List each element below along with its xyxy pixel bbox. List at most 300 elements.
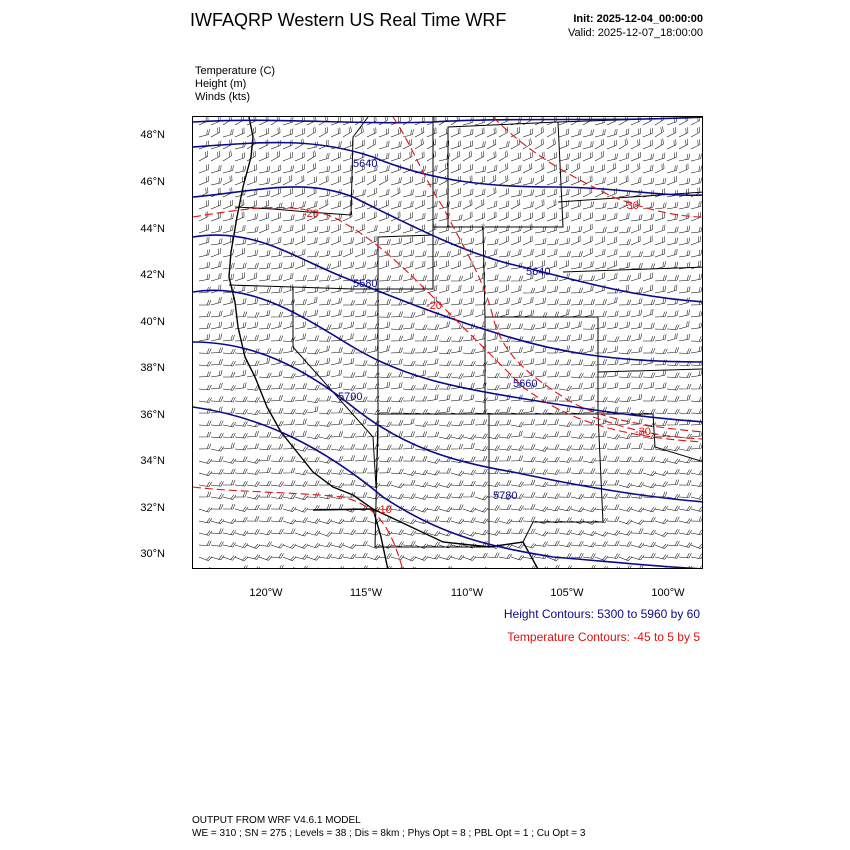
wind-barb <box>415 348 427 353</box>
wind-barb <box>559 456 572 463</box>
wind-barb <box>570 226 583 233</box>
wind-barb <box>485 212 498 221</box>
wind-barb <box>414 309 427 317</box>
wind-barb <box>438 153 451 161</box>
wind-barb <box>701 176 703 185</box>
wind-barb <box>533 199 546 209</box>
wind-barb <box>329 176 342 185</box>
wind-barb <box>223 396 235 402</box>
wind-barb <box>594 177 607 185</box>
lat-label: 46°N <box>140 176 165 188</box>
wind-barb <box>475 516 488 524</box>
wind-barb <box>606 129 619 137</box>
wind-barb <box>594 322 607 329</box>
wind-barb <box>342 237 355 245</box>
wind-barb <box>691 360 703 366</box>
wind-barb <box>607 540 619 546</box>
wind-barb <box>607 468 619 474</box>
temperature-contour-legend: Temperature Contours: -45 to 5 by 5 <box>507 630 700 644</box>
wind-barb <box>594 335 607 341</box>
wind-barb <box>199 360 212 366</box>
wind-barb <box>474 237 487 245</box>
wind-barb <box>570 321 583 329</box>
wind-barb <box>271 504 283 509</box>
wind-barb <box>667 347 679 353</box>
wind-barb <box>678 213 691 221</box>
wind-barb <box>281 188 294 197</box>
wind-barb <box>547 444 559 449</box>
wind-barb <box>691 336 703 341</box>
wind-barb <box>630 334 643 341</box>
height-label: 5640 <box>353 158 378 170</box>
wind-barb <box>271 348 283 353</box>
wind-barb <box>283 552 296 561</box>
wind-barb <box>413 127 426 137</box>
wind-barb <box>547 372 559 377</box>
wind-barb <box>331 444 344 451</box>
wind-barb <box>642 165 655 173</box>
wind-barb <box>365 212 378 221</box>
wind-barb <box>437 260 450 269</box>
wind-barb <box>246 322 259 329</box>
wind-barb <box>390 177 403 185</box>
wind-barb <box>353 224 366 233</box>
wind-barb <box>271 540 284 548</box>
wind-barb <box>557 129 570 137</box>
temp-label: -30 <box>635 426 651 438</box>
wind-barb <box>355 552 367 558</box>
wind-barb <box>223 504 235 509</box>
wind-barb <box>199 456 212 464</box>
wind-barb <box>306 406 319 413</box>
wind-barb <box>294 285 307 293</box>
wind-barb <box>523 444 535 449</box>
wind-barb <box>343 408 356 414</box>
wind-barb <box>343 300 355 305</box>
wind-barb <box>403 360 415 366</box>
wind-barb <box>583 456 596 463</box>
wind-barb <box>223 492 236 500</box>
wind-barb <box>282 165 295 173</box>
wind-barb <box>521 163 534 173</box>
wind-barb <box>355 468 367 473</box>
wind-barb <box>511 444 524 451</box>
wind-barb <box>439 360 451 366</box>
wind-barb <box>655 552 668 560</box>
wind-barb <box>547 396 559 401</box>
wind-barb <box>355 540 367 546</box>
wind-barb <box>379 456 391 462</box>
wind-barb <box>223 552 236 561</box>
wind-barb <box>558 189 571 197</box>
wind-barb <box>534 371 547 377</box>
wind-barb <box>210 165 223 173</box>
wind-barb <box>355 431 367 437</box>
wind-barb <box>295 347 307 353</box>
wind-barb <box>630 394 643 401</box>
wind-barb <box>523 324 535 329</box>
wind-barb <box>571 251 583 257</box>
wind-barb <box>425 139 438 149</box>
wind-barb <box>485 127 498 137</box>
wind-barb <box>307 335 319 341</box>
wind-barb <box>486 395 499 401</box>
wind-barb <box>499 407 511 413</box>
wind-barb <box>223 540 236 547</box>
wind-barb <box>655 504 668 511</box>
wind-barb <box>654 203 667 209</box>
wind-barb <box>523 516 535 522</box>
wind-barb <box>702 286 703 293</box>
wind-barb <box>619 348 631 354</box>
wind-barb <box>451 564 464 569</box>
wind-barb <box>571 408 583 414</box>
wind-barb <box>295 504 308 513</box>
wind-barb <box>438 407 451 413</box>
lat-label: 36°N <box>140 409 165 421</box>
wind-barb <box>702 383 703 389</box>
wind-barb <box>247 408 260 415</box>
wind-barb <box>343 480 355 485</box>
wind-barb <box>583 552 596 559</box>
wind-barb <box>259 444 271 450</box>
wind-barb <box>283 516 296 524</box>
wind-barb <box>461 224 474 233</box>
wind-barb <box>475 492 488 501</box>
wind-barb <box>199 468 212 476</box>
wind-barb <box>259 372 271 378</box>
wind-barb <box>197 151 210 161</box>
wind-barb <box>414 261 427 269</box>
wind-barb <box>486 274 499 281</box>
wind-barb <box>403 348 415 353</box>
wind-barb <box>619 372 631 378</box>
lon-label: 120°W <box>249 587 283 599</box>
wind-barb <box>643 408 655 414</box>
wind-barb <box>234 322 247 329</box>
wind-barb <box>545 176 558 185</box>
wind-barb <box>294 333 307 341</box>
wind-barb <box>593 164 606 173</box>
wind-barb <box>641 236 654 245</box>
wind-barb <box>210 238 223 245</box>
wind-barb <box>667 420 679 425</box>
wind-barb <box>558 335 570 341</box>
wind-barb <box>283 480 295 486</box>
map-canvas <box>193 117 703 569</box>
wind-barb <box>690 322 703 329</box>
wind-barb <box>367 480 380 488</box>
wind-barb <box>305 187 318 197</box>
wind-barb <box>306 226 319 233</box>
wind-barb <box>619 480 632 488</box>
wind-barb <box>558 371 571 377</box>
wind-barb <box>462 298 475 305</box>
wind-barb <box>546 239 558 245</box>
wind-barb <box>331 468 344 475</box>
wind-barb <box>534 238 547 245</box>
wind-barb <box>198 129 211 137</box>
wind-barb <box>533 163 546 173</box>
wind-barb <box>643 540 656 547</box>
wind-barb <box>306 237 319 245</box>
wind-barb <box>342 333 355 341</box>
wind-barb <box>691 443 703 449</box>
wind-barb <box>643 516 655 522</box>
wind-barb <box>619 504 632 512</box>
wind-barb <box>211 444 224 451</box>
wind-barb <box>247 528 260 534</box>
wind-barb <box>559 384 572 391</box>
wind-barb <box>246 298 259 305</box>
wind-barb <box>558 238 571 245</box>
wind-barb <box>667 444 680 451</box>
wind-barb <box>571 299 583 305</box>
wind-barb <box>547 528 559 533</box>
wind-barb <box>521 128 534 137</box>
wind-barb <box>617 153 630 161</box>
wind-barb <box>690 177 703 185</box>
wind-barb <box>473 128 486 137</box>
wind-barb <box>570 395 583 401</box>
wind-barb <box>534 322 547 329</box>
wind-barb <box>653 236 666 245</box>
wind-barb <box>331 528 343 533</box>
wind-barb <box>307 348 319 354</box>
wind-barb <box>594 262 607 269</box>
wind-barb <box>583 299 595 305</box>
wind-barb <box>511 347 523 353</box>
wind-barb <box>234 383 247 389</box>
wind-barb <box>259 504 271 509</box>
wind-barb <box>343 384 356 390</box>
wind-barb <box>461 164 474 173</box>
wind-barb <box>439 432 452 439</box>
wind-barb <box>679 528 692 535</box>
wind-barb <box>678 321 691 329</box>
wind-barb <box>619 564 632 569</box>
wind-barb <box>475 468 487 474</box>
wind-barb <box>295 383 307 389</box>
wind-barb <box>283 408 295 414</box>
wind-barb <box>223 480 235 485</box>
lon-label: 100°W <box>651 587 685 599</box>
wind-barb <box>427 324 439 329</box>
wind-barb <box>210 226 223 233</box>
wind-barb <box>270 321 283 329</box>
wind-barb <box>510 190 523 197</box>
wind-barb <box>331 431 343 437</box>
wind-barb <box>210 297 223 305</box>
wind-barb <box>606 382 619 389</box>
wind-barb <box>535 516 548 524</box>
wind-barb <box>354 189 367 197</box>
wind-barb <box>331 564 344 569</box>
wind-barb <box>234 166 247 173</box>
wind-barb <box>427 540 440 547</box>
wind-barb <box>451 324 463 329</box>
wind-barb <box>319 264 331 269</box>
wind-barb <box>295 419 307 425</box>
wind-barb <box>341 200 354 209</box>
wind-barb <box>449 140 462 149</box>
wind-barb <box>199 311 211 317</box>
wind-barb <box>451 336 463 341</box>
wind-barb <box>570 141 583 149</box>
wind-barb <box>510 297 523 305</box>
wind-barb <box>379 407 391 413</box>
model-config-footer: WE = 310 ; SN = 275 ; Levels = 38 ; Dis = 8km ; Phys Opt = 8 ; PBL Opt = 1 ; Cu Opt = 3 <box>192 828 586 839</box>
wind-barb <box>307 456 319 462</box>
wind-barb <box>281 284 294 293</box>
wind-barb <box>304 127 317 137</box>
wind-barb <box>269 127 282 137</box>
wind-barb <box>403 312 415 317</box>
wind-barb <box>667 516 679 522</box>
wind-barb <box>258 263 270 269</box>
wind-barb <box>378 322 391 329</box>
wind-barb <box>425 151 438 161</box>
wind-barb <box>271 564 283 569</box>
wind-barb <box>403 384 415 390</box>
wind-barb <box>403 396 415 401</box>
wind-barb <box>511 324 523 329</box>
wind-barb <box>222 322 235 329</box>
wind-barb <box>595 396 607 402</box>
wind-barb <box>522 201 535 209</box>
wind-barb <box>391 420 403 425</box>
wind-barb <box>606 202 619 209</box>
wind-barb <box>487 384 499 390</box>
wind-barb <box>427 372 439 377</box>
wind-barb <box>366 225 379 233</box>
wind-barb <box>642 309 655 317</box>
wind-barb <box>221 175 234 185</box>
wind-barb <box>259 552 272 561</box>
wind-barb <box>295 408 308 414</box>
wind-barb <box>330 297 343 305</box>
wind-barb <box>427 384 439 390</box>
wind-barb <box>582 261 595 269</box>
wind-barb <box>247 564 260 569</box>
wind-barb <box>499 480 511 485</box>
wind-barb <box>534 334 547 341</box>
wind-barb <box>283 528 295 534</box>
wind-barb <box>438 285 451 293</box>
wind-barb <box>607 336 619 341</box>
wind-barb <box>618 310 631 317</box>
wind-barb <box>451 444 463 449</box>
wind-barb <box>198 262 211 269</box>
wind-barb <box>510 285 523 293</box>
wind-barb <box>655 324 667 329</box>
wind-barb <box>415 408 427 414</box>
wind-barb <box>605 237 618 245</box>
wind-barb <box>415 504 428 513</box>
wind-barb <box>293 224 306 233</box>
wind-barb <box>558 309 571 317</box>
wind-barb <box>631 540 644 548</box>
wind-barb <box>330 382 343 389</box>
wind-barb <box>583 528 596 536</box>
wind-barb <box>691 396 703 402</box>
wind-barb <box>330 370 343 377</box>
wind-barb <box>497 201 510 209</box>
wind-barb <box>605 260 618 269</box>
wind-barb <box>605 176 618 185</box>
wind-barb <box>559 504 572 511</box>
wind-barb <box>258 334 271 341</box>
wind-barb <box>259 540 272 547</box>
wind-barb <box>532 139 545 149</box>
wind-barb <box>257 139 270 149</box>
wind-barb <box>391 480 404 488</box>
wind-barb <box>449 151 462 161</box>
wind-barb <box>666 238 679 245</box>
wind-barb <box>691 492 703 500</box>
wind-barb <box>379 540 392 549</box>
wind-barb <box>199 396 212 403</box>
wind-barb <box>307 251 319 257</box>
wind-barb <box>259 468 271 473</box>
wind-barb <box>522 406 535 413</box>
wind-barb <box>367 564 380 569</box>
wind-barb <box>367 384 379 389</box>
wind-barb <box>247 552 260 560</box>
wind-barb <box>330 309 343 317</box>
wind-barb <box>270 237 283 245</box>
wind-barb <box>607 552 620 559</box>
wind-barb <box>666 285 679 293</box>
wind-barb <box>677 139 690 149</box>
wind-barb <box>631 383 643 389</box>
wind-barb <box>234 370 247 377</box>
wind-barb <box>619 275 631 281</box>
wind-barb <box>247 443 259 449</box>
wind-barb <box>511 504 524 511</box>
wind-barb <box>690 287 702 293</box>
wind-barb <box>415 336 427 341</box>
wind-barb <box>643 528 656 535</box>
wind-barb <box>461 175 474 185</box>
wind-barb <box>593 139 606 149</box>
wind-barb <box>379 480 391 486</box>
wind-barb <box>559 299 571 305</box>
wind-barb <box>484 117 497 125</box>
wind-barb <box>474 189 487 197</box>
wind-barb <box>402 201 415 209</box>
wind-barb <box>343 564 356 569</box>
wind-barb <box>499 564 512 569</box>
wind-barb <box>667 480 679 485</box>
wind-barb <box>366 261 379 269</box>
wind-barb <box>319 299 331 305</box>
wind-barb <box>355 299 367 305</box>
wind-barb <box>307 396 320 403</box>
wind-barb <box>497 284 510 293</box>
wind-barb <box>629 224 642 233</box>
wind-barb <box>269 140 282 149</box>
wind-barb <box>559 251 571 257</box>
wind-barb <box>486 239 499 245</box>
wind-barb <box>535 492 547 498</box>
height-label: 5700 <box>338 391 363 403</box>
wind-barb <box>257 128 270 137</box>
wind-barb <box>523 492 535 497</box>
wind-barb <box>702 274 703 281</box>
wind-barb <box>571 432 584 439</box>
wind-barb <box>654 286 667 293</box>
